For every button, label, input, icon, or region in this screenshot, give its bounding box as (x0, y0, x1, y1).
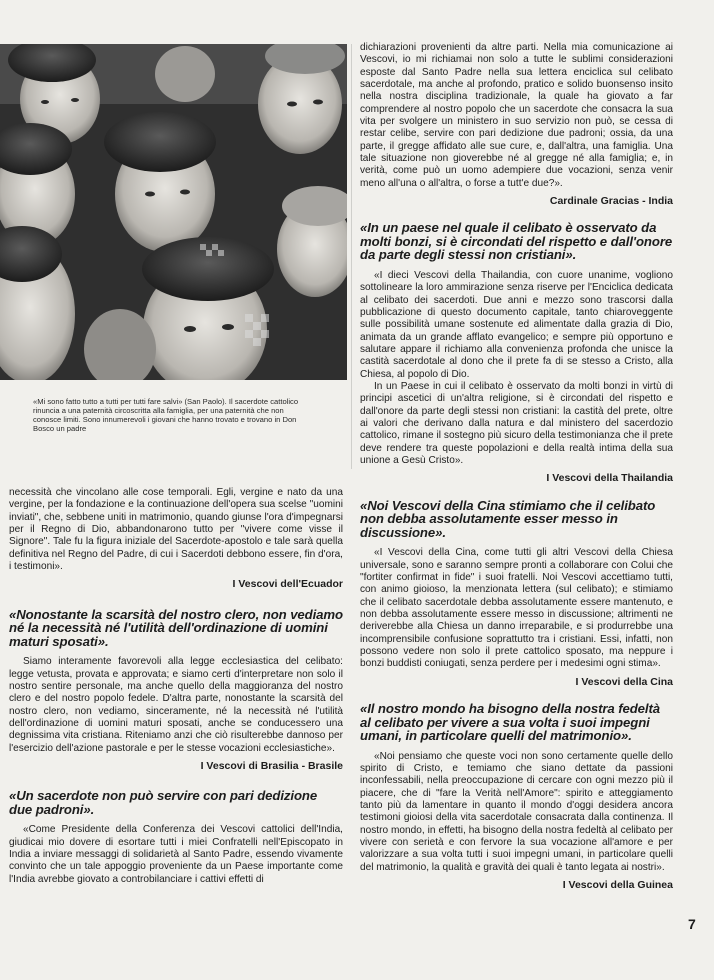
cina-signature: I Vescovi della Cina (575, 675, 673, 688)
thailandia-signature: I Vescovi della Thailandia (546, 472, 673, 485)
left-column (9, 487, 343, 886)
india-continued-text: dichiarazioni provenienti da altre parti. Nella mia comunicazione ai Vescovi, io mi richiamai non solo a tutte le sublimi considerazioni esposte dal Santo Padre nella sua lettera enciclica sul celibato sacerdotale, ma anche al profondo, pratico e solido buonsenso insito nella nostra disciplina tradizionale, la quale ha giovato a far comprendere al nostro popolo che un sacerdote che consacra la sua vita per svolgere un ministero in suo servizio non può, se cessa di restar celibe, servire con pari dedizione due padroni; ossia, da una parte, il gregge affidato alle sue cure, e, dall'altra, una famiglia. Una tale situazione non gioverebbe né al gregge né alla famiglia; e, in verità, come può un uomo adempiere due vocazioni, senza venir meno all'una o all'altra, o forse a tutt'e due?». (360, 42, 673, 189)
ecuador-signature: I Vescovi dell'Ecuador (232, 578, 343, 591)
right-column (360, 42, 673, 891)
photo-group-of-boys-icon (0, 44, 347, 380)
ecuador-text: necessità che vincolano alle cose temporali. Egli, vergine e nato da una vergine, per la fondazione e la continuazione dell'opera sua scelse "uomini inviati", che, sebbene uniti in matrimonio, quando giunse l'ora d'impegnarsi per il Regno di Dio, abbandonarono tutto per "vivere come visse il Signore". Tale fu la figura iniziale del Sacerdote-apostolo e tale sarà quella definitiva nel Regno del Padre, di cui i Sacerdoti debbono essere, fin d'ora, i testimoni». (9, 487, 343, 573)
boys-photo (0, 44, 347, 380)
thailandia-heading: «In un paese nel quale il celibato è osservato da molti bonzi, si è circondati del rispetto e dall'onore da parte degli stessi non cristiani». (360, 220, 673, 263)
page-number: 7 (688, 916, 696, 932)
guinea-text: «Noi pensiamo che queste voci non sono certamente quelle dello spirito di Cristo, e temiamo che siano dettate da passioni inconfessabili, nella preoccupazione di cercare con ogni mezzo più il piacere, che di "fare la Verità nell'Amore": spirito e atteggiamento tanto più da lamentare in quanto il mondo d'oggi desidera ancora testimoni gioiosi della vita sacerdotale consacrata dalla continenza. Il nostro mondo, in effetti, ha bisogno della nostra fedeltà al celibato per vivere con serietà e con fervore la sua vocazione all'amore e per valorizzare a sua volta tutti i suoi impegni umani, in particolare quelli del matrimonio, la qualità e gravità dei quali è tanto legata ai nostri». (360, 750, 673, 873)
thailandia-text-1: «I dieci Vescovi della Thailandia, con cuore unanime, vogliono sottolineare la loro ammirazione senza riserve per l'Enciclica dedicata al celibato dei sacerdoti. Due anni e mezzo sono trascorsi dalla pubblicazione di questo documento capitale, tanto chiaroveggente sulle possibilità umane sostenute ed alimentate dalla grazia di Dio, animata da un grande afflato evangelico; e sempre più opportuno e salutare appare il richiamo alla convenienza profonda che unisce la castità sacerdotale al dono che il prete fa di se stesso a Cristo, alla Chiesa, al popolo di Dio. (360, 269, 673, 380)
guinea-heading: «Il nostro mondo ha bisogno della nostra fedeltà al celibato per vivere a sua volta i suoi impegni umani, in particolare quelli del matrimonio». (360, 701, 661, 744)
india-signature: Cardinale Gracias - India (549, 195, 673, 208)
cina-heading: «Noi Vescovi della Cina stimiamo che il celibato non debba assolutamente esser messo in discussione». (360, 497, 656, 540)
photo-caption (33, 397, 313, 433)
thailandia-text-2: In un Paese in cui il celibato è osservato da molti bonzi in virtù di principi ascetici di un'altra religione, si è circondati del rispetto e dall'onore da parte degli stessi non cristiani: la castità del prete, oltre ai valori che derivano dalla natura e dal ministero del sacerdozio cattolico, rimane il sostegno più sicuro della testimonianza che il prete deve rendere tra queste popolazioni e della realtà intima della sua unione a Gesù Cristo». (360, 381, 673, 467)
brasilia-text: Siamo interamente favorevoli alla legge ecclesiastica del celibato: legge vetusta, provata e approvata; e siamo certi d'interpretare non solo il nostro sentire personale, ma anche quello della maggioranza del nostro clero e del nostro popolo fedele. D'altra parte, nonostante la scarsità del nostro clero, non vediamo, sinceramente, né la necessità né l'utilità dell'ordinazione di uomini maturi sposati, anche se conducessero una degnissima vita cristiana. Riteniamo anzi che ciò risulterebbe dannoso per l'esercizio dell'azione pastorale e per le stesse vocazioni ecclesiastiche». (9, 656, 343, 754)
india-text: «Come Presidente della Conferenza dei Vescovi cattolici dell'India, giudicai mio dovere di esortare tutti i miei Confratelli nell'Episcopato in India a inviare messaggi di solidarietà al Santo Padre, essendo vivamente convinto che un tale appoggio proveniente da un Paese importante come l'India avrebbe giovato a controbilanciare i cattivi effetti di (9, 824, 343, 885)
column-divider (351, 44, 352, 469)
india-heading: «Un sacerdote non può servire con pari dedizione due padroni». (9, 788, 318, 817)
caption-text: «Mi sono fatto tutto a tutti per tutti fare salvi» (San Paolo). Il sacerdote cattolico rinuncia a una paternità circoscritta alla famiglia, per una paternità che non conosce limiti. Sono innumerevoli i giovani che hanno trovato e trovano in Don Bosco un padre (33, 397, 299, 433)
brasilia-signature: I Vescovi di Brasilia - Brasile (200, 760, 343, 772)
guinea-signature: I Vescovi della Guinea (562, 879, 673, 892)
cina-text: «I Vescovi della Cina, come tutti gli altri Vescovi della Chiesa universale, sono e saranno sempre pronti a collaborare con Colui che "fortiter confirmat in fide" i suoi fratelli. Noi Vescovi accettiamo tutti, con animo gioioso, la menzionata lettera (sul celibato); e stimiamo che il celibato sacerdotale debba assolutamente essere mantenuto, e non debba assolutamente essere messo in discussione; altrimenti ne deriverebbe alla Chiesa un danno irreparabile, e si produrrebbe una incomprensibile confusione soprattutto tra i cristiani. Essi, infatti, non possono vedere non solo il prete cattolico sposato, ma neppure i bonzi buddisti coniugati, senza perdere per i medesimi ogni stima». (360, 547, 673, 670)
brasilia-heading: «Nonostante la scarsità del nostro clero, non vediamo né la necessità né l'utilità dell'ordinazione di uomini maturi sposati». (9, 606, 344, 649)
